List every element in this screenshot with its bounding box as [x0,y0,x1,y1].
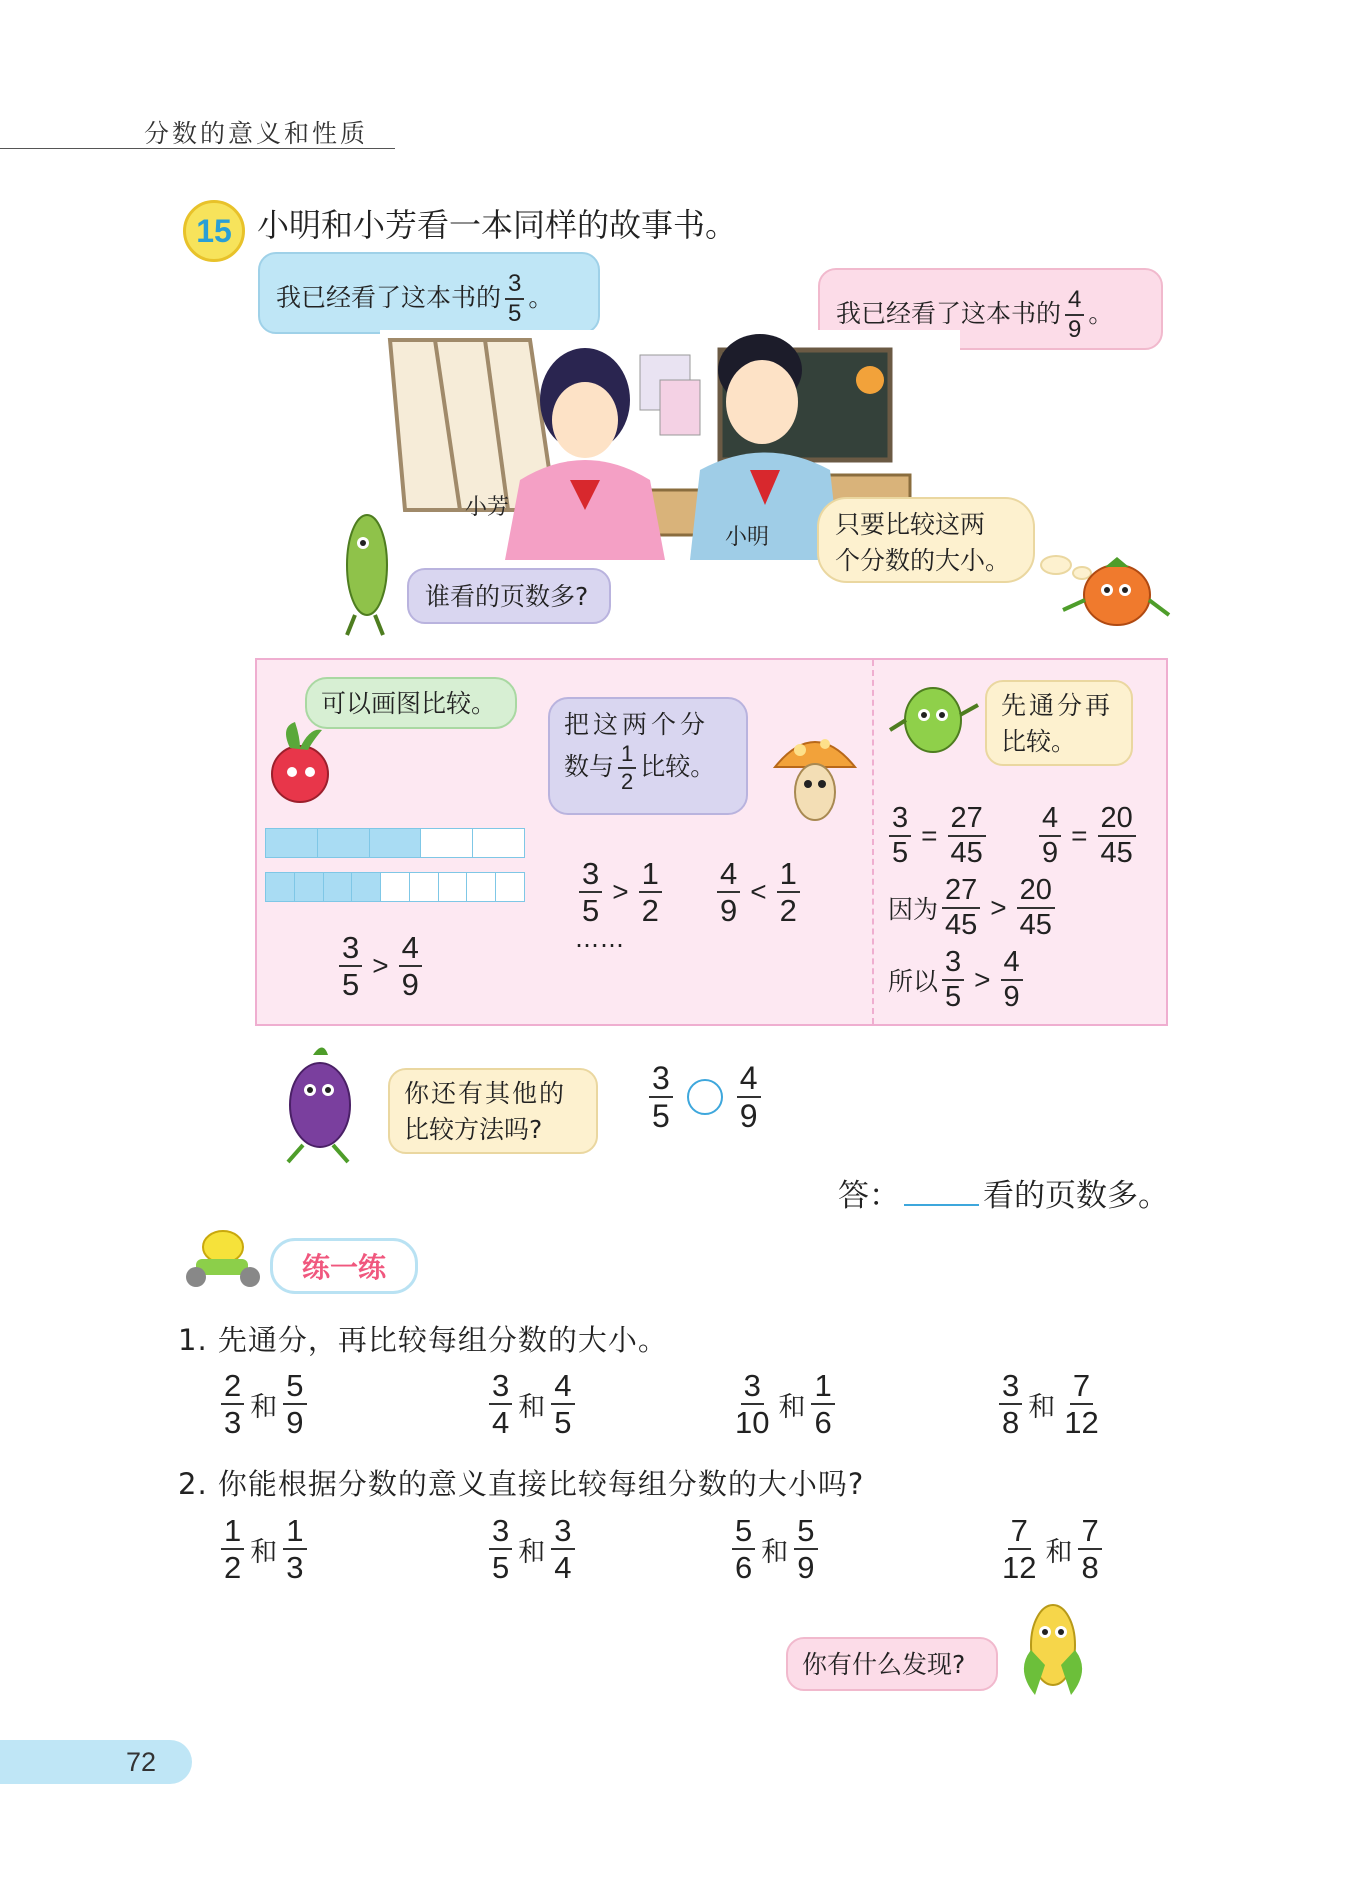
q1-pair-2: $\frac{3}{4}$ 和 $\frac{4}{5}$ [485,1370,579,1438]
comparison-blank: $\frac{3}{5}$ $\frac{4}{9}$ [645,1062,765,1132]
tomato-mascot-icon [1055,555,1175,635]
example-badge [183,200,245,262]
q1-pair-3: $\frac{3}{10}$ 和 $\frac{1}{6}$ [728,1370,839,1438]
lemon-motorbike-icon [178,1225,268,1290]
comparison-circle[interactable] [687,1079,723,1115]
common-eq-1: $\frac{3}{5}$ = $\frac{27}{45}$ [885,804,990,868]
example-title: 小明和小芳看一本同样的故事书。 [257,206,738,244]
corn-mascot-icon [1005,1590,1100,1705]
common-because: 因为 $\frac{27}{45}$ > $\frac{20}{45}$ [888,876,1059,940]
draw-method-bubble: 可以画图比较。 [305,677,517,729]
methods-divider [872,660,874,1024]
green-pepper-mascot-icon [325,505,405,640]
eggplant-mascot-icon [258,1040,378,1165]
green-pepper-2-mascot-icon [888,675,983,770]
q2-pair-4: $\frac{7}{12}$ 和 $\frac{7}{8}$ [995,1515,1106,1583]
common-so: 所以 $\frac{3}{5}$ > $\frac{4}{9}$ [888,948,1027,1012]
chapter-title: 分数的意义和性质 [144,119,369,148]
half-ellipsis: …… [575,925,625,953]
common-denominator-bubble: 先通分再 比较。 [985,680,1133,766]
practice-q1-text: 1. 先通分，再比较每组分数的大小。 [178,1323,668,1357]
girl-speech-bubble: 我已经看了这本书的 $\frac{3}{5}$ 。 [258,252,600,334]
example-number: 15 [196,212,232,249]
boy-speech-bubble: 我已经看了这本书的 $\frac{4}{9}$ 。 [818,268,1163,350]
thought-bubble: 只要比较这两 个分数的大小。 [817,497,1035,583]
half-compare-2: $\frac{4}{9}$ < $\frac{1}{2}$ [713,858,804,926]
q1-pair-1: $\frac{2}{3}$ 和 $\frac{5}{9}$ [217,1370,311,1438]
answer-blank[interactable] [904,1176,979,1206]
q2-pair-1: $\frac{1}{2}$ 和 $\frac{1}{3}$ [217,1515,311,1583]
draw-result: $\frac{3}{5}$ > $\frac{4}{9}$ [335,932,426,1000]
practice-banner: 练一练 [270,1238,418,1294]
girl-name-label: 小芳 [465,495,510,520]
bar-three-fifths [265,828,525,858]
half-method-bubble: 把这两个分 数与 $\frac{1}{2}$ 比较。 [548,697,748,815]
half-compare-1: $\frac{3}{5}$ > $\frac{1}{2}$ [575,858,666,926]
q2-pair-3: $\frac{5}{6}$ 和 $\frac{5}{9}$ [728,1515,822,1583]
q1-pair-4: $\frac{3}{8}$ 和 $\frac{7}{12}$ [995,1370,1106,1438]
question-bubble: 谁看的页数多? [407,568,611,624]
q2-pair-2: $\frac{3}{5}$ 和 $\frac{3}{4}$ [485,1515,579,1583]
practice-q2-text: 2. 你能根据分数的意义直接比较每组分数的大小吗? [178,1467,865,1501]
boy-name-label: 小明 [725,525,770,550]
chapter-header [0,112,395,149]
bar-four-ninths [265,872,525,902]
other-methods-bubble: 你还有其他的 比较方法吗? [388,1068,598,1154]
discovery-bubble: 你有什么发现? [786,1637,998,1691]
mushroom-mascot-icon [770,722,860,837]
page-number-tab: 72 [0,1740,192,1784]
radish-mascot-icon [260,722,340,807]
answer-line: 答： 看的页数多。 [838,1178,1169,1214]
common-eq-2: $\frac{4}{9}$ = $\frac{20}{45}$ [1035,804,1140,868]
